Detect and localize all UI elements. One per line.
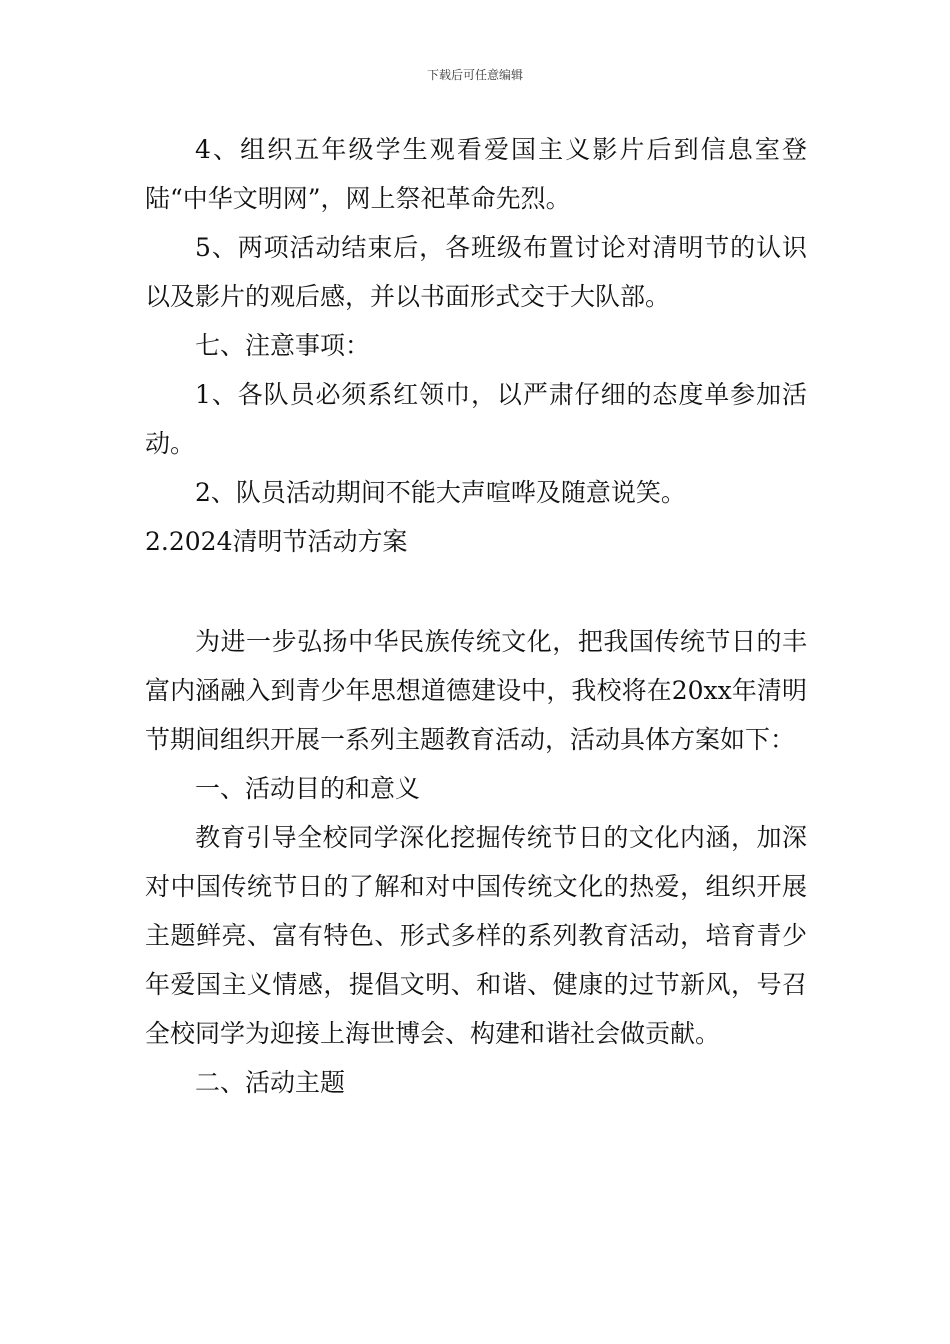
paragraph-intro: 为进一步弘扬中华民族传统文化，把我国传统节日的丰富内涵融入到青少年思想道德建设中，我校将在20xx年清明节期间组织开展一系列主题教育活动，活动具体方案如下： [145, 627, 807, 754]
document-body [145, 125, 807, 1107]
heading-theme: 二、活动主题 [195, 1068, 346, 1097]
paragraph-item-4: 4、组织五年级学生观看爱国主义影片后到信息室登陆“中华文明网”，网上祭祀革命先烈。 [145, 135, 807, 213]
heading-precautions: 七、注意事项： [195, 331, 371, 360]
section-title: 2.2024清明节活动方案 [145, 527, 408, 556]
paragraph-precaution-1: 1、各队员必须系红领巾，以严肃仔细的态度单参加活动。 [145, 380, 807, 458]
section-spacer [145, 566, 807, 617]
page-header: 下载后可任意编辑 [426, 68, 523, 82]
paragraph-purpose: 教育引导全校同学深化挖掘传统节日的文化内涵，加深对中国传统节日的了解和对中国传统文化的热爱，组织开展主题鲜亮、富有特色、形式多样的系列教育活动，培育青少年爱国主义情感，提倡文明、和谐、健康的过节新风，号召全校同学为迎接上海世博会、构建和谐社会做贡献。 [145, 823, 807, 1048]
paragraph-item-5: 5、两项活动结束后，各班级布置讨论对清明节的认识以及影片的观后感，并以书面形式交于大队部。 [145, 233, 807, 311]
paragraph-precaution-2: 2、队员活动期间不能大声喧哗及随意说笑。 [195, 478, 686, 507]
heading-purpose: 一、活动目的和意义 [195, 774, 421, 803]
